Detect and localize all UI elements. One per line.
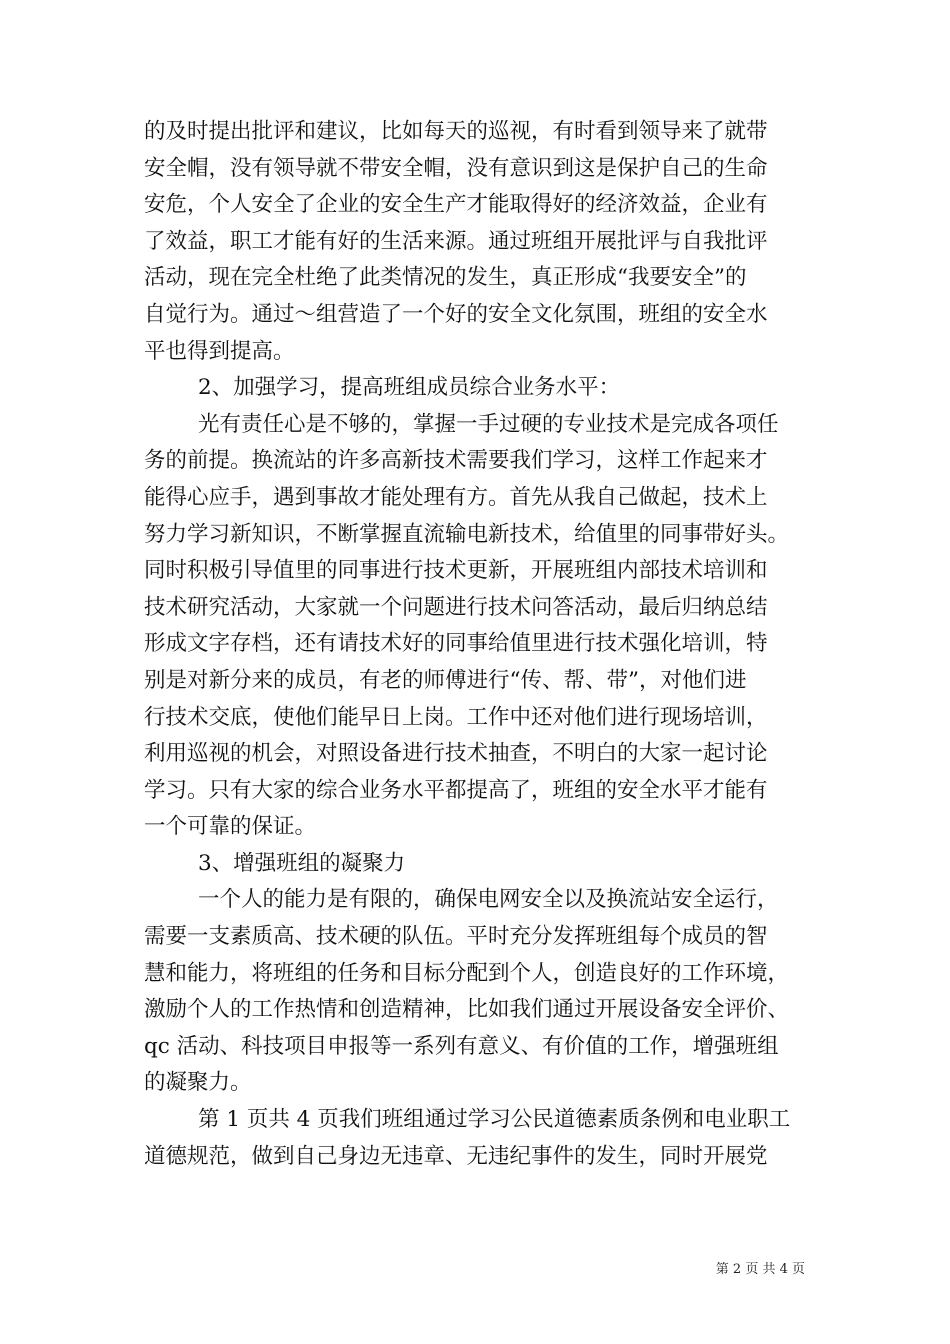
text-line: 激励个人的工作热情和创造精神，比如我们通过开展设备安全评价、 (144, 997, 790, 1023)
text-line: 一个人的能力是有限的，确保电网安全以及换流站安全运行， (198, 887, 779, 913)
text-line: 利用巡视的机会，对照设备进行技术抽查，不明白的大家一起讨论 (144, 741, 768, 767)
text-line: 同时积极引导值里的同事进行技术更新，开展班组内部技术培训和 (144, 558, 768, 584)
text-line: 第 1 页共 4 页我们班组通过学习公民道德素质条例和电业职工 (198, 1107, 791, 1133)
page-footer: 第 2 页 共 4 页 (715, 1262, 805, 1277)
text-line: 活动，现在完全杜绝了此类情况的发生，真正形成“我要安全”的 (144, 265, 747, 291)
text-line: 道德规范，做到自己身边无违章、无违纪事件的发生，同时开展党 (144, 1143, 768, 1169)
text-line: 需要一支素质高、技术硬的队伍。平时充分发挥班组每个成员的智 (144, 924, 768, 950)
text-line: 了效益，职工才能有好的生活来源。通过班组开展批评与自我批评 (144, 228, 768, 254)
text-line: 慧和能力，将班组的任务和目标分配到个人，创造良好的工作环境， (144, 960, 790, 986)
text-line: 3、增强班组的凝聚力 (198, 850, 406, 876)
document-body (144, 114, 814, 1175)
text-line: 光有责任心是不够的，掌握一手过硬的专业技术是完成各项任 (198, 411, 779, 437)
text-line: 别是对新分来的成员，有老的师傅进行“传、帮、带”，对他们进 (144, 667, 747, 693)
text-line: 努力学习新知识，不断掌握直流输电新技术，给值里的同事带好头。 (144, 521, 790, 547)
text-line: 务的前提。换流站的许多高新技术需要我们学习，这样工作起来才 (144, 448, 768, 474)
text-line: qc 活动、科技项目申报等一系列有意义、有价值的工作，增强班组 (144, 1033, 779, 1059)
text-line: 平也得到提高。 (144, 338, 295, 364)
text-line: 安全帽，没有领导就不带安全帽，没有意识到这是保护自己的生命 (144, 155, 768, 181)
text-line: 2、加强学习，提高班组成员综合业务水平： (198, 375, 621, 401)
text-line: 形成文字存档，还有请技术好的同事给值里进行技术强化培训，特 (144, 631, 768, 657)
text-line: 的及时提出批评和建议，比如每天的巡视，有时看到领导来了就带 (144, 119, 768, 144)
text-line: 行技术交底，使他们能早日上岗。工作中还对他们进行现场培训， (144, 704, 768, 730)
text-line: 能得心应手，遇到事故才能处理有方。首先从我自己做起，技术上 (144, 484, 768, 510)
text-line: 学习。只有大家的综合业务水平都提高了，班组的安全水平才能有 (144, 777, 768, 803)
text-line: 的凝聚力。 (144, 1070, 252, 1096)
text-line: 一个可靠的保证。 (144, 814, 317, 840)
text-line: 自觉行为。通过～组营造了一个好的安全文化氛围，班组的安全水 (144, 301, 768, 327)
text-line: 安危，个人安全了企业的安全生产才能取得好的经济效益，企业有 (144, 192, 768, 218)
text-line: 技术研究活动，大家就一个问题进行技术问答活动，最后归纳总结 (144, 594, 768, 620)
